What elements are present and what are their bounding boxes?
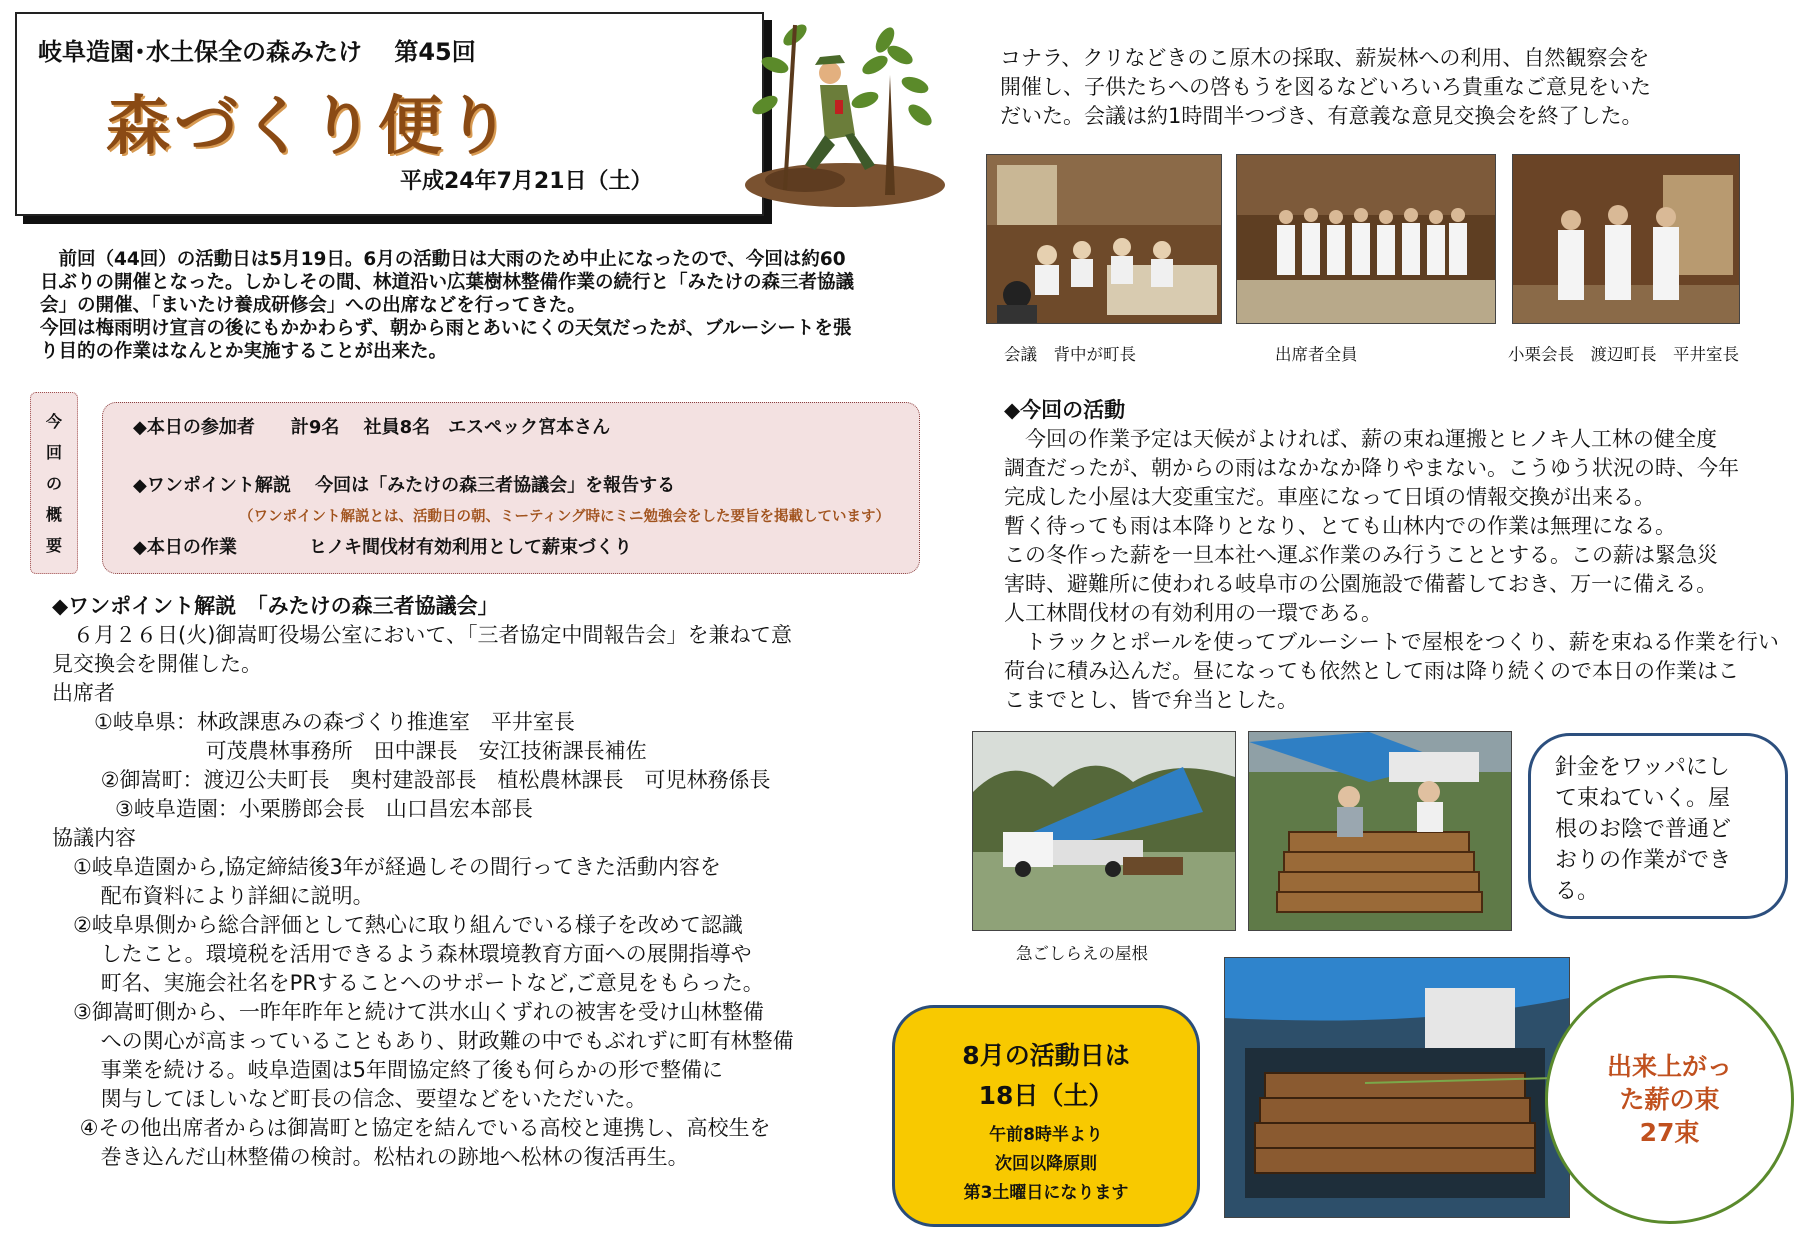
onepoint-line: 関与してほしいなど町長の信念、要望などをいただいた。 [52,1087,647,1111]
roof-photo [972,731,1236,931]
activity-line: トラックとポールを使ってブルーシートで屋根をつくり、薪を束ねる作業を行い [1004,630,1779,654]
onepoint-line: 町名、実施会社名をPRすることへのサポートなど,ご意見をもらった。 [52,971,764,995]
onepoint-line: ③御嵩町側から、一昨年昨年と続けて洪水山くずれの被害を受け山林整備 [52,1000,764,1024]
vlabel-char: 概 [45,504,62,524]
intro-line: 会」の開催、「まいたけ養成研修会」への出席などを行ってきた。 [40,295,586,316]
onepoint-line: 巻き込んだ山林整備の検討。松枯れの跡地へ松林の復活再生。 [52,1145,689,1169]
activity-line: 完成した小屋は大変重宝だ。車座になって日頃の情報交換が出来る。 [1004,485,1655,509]
vlabel-char: 回 [45,442,62,462]
bundling-photo [1248,731,1512,931]
callout-line: 針金をワッパにし [1555,755,1730,780]
meeting-photo-caption-1: 会議 背中が町長 [1004,345,1136,364]
next-activity-date: 18日（土） [978,1081,1114,1110]
conclusion-line: コナラ、クリなどきのこ原木の採取、薪炭林への利用、自然観察会を [1000,46,1650,70]
activity-line: 人工林間伐材の有効利用の一環である。 [1004,601,1382,625]
activity-line: 今回の作業予定は天候がよければ、薪の束ね運搬とヒノキ人工林の健全度 [1004,427,1717,451]
vlabel-char: 今 [45,411,62,431]
next-activity-rule-detail: 第3土曜日になります [963,1183,1129,1203]
newsletter-title: 森づくり便り [106,90,514,164]
activity-line: この冬作った薪を一旦本社へ運ぶ作業のみ行うこととする。この薪は緊急災 [1004,543,1718,567]
conclusion-line: だいた。会議は約1時間半つづき、有意義な意見交換会を終了した。 [1000,104,1643,128]
activity-line: 調査だったが、朝からの雨はなかなか降りやまない。こうゆう状況の時、今年 [1004,456,1739,480]
firewood-truck-photo [1224,957,1570,1218]
issue-date: 平成24年7月21日（土） [400,169,653,194]
intro-line: り目的の作業はなんとか実施することが出来た。 [40,341,448,362]
onepoint-section [52,592,912,1172]
activity-line: 荷台に積み込んだ。昼になっても依然として雨は降り続くので本日の作業はこ [1004,659,1739,683]
onepoint-line: ③岐阜造園：小栗勝郎会長 山口昌宏本部長 [52,797,533,821]
summary-onepoint-note: （ワンポイント解説とは、活動日の朝、ミーティング時にミニ勉強会をした要旨を掲載しています） [239,509,891,525]
onepoint-line: ６月２６日(火)御嵩町役場公室において、「三者協定中間報告会」を兼ねて意 [52,623,792,647]
summary-vertical-label [30,392,78,574]
onepoint-line: ①岐阜県：林政課恵みの森づくり推進室 平井室長 [52,710,575,734]
meeting-photo-1 [986,154,1222,324]
meeting-conclusion-text [1000,44,1790,131]
meeting-photo-2 [1236,154,1496,324]
newsletter-subtitle: 岐阜造園･水土保全の森みたけ 第45回 [38,38,476,66]
intro-paragraph [40,248,910,363]
summary-onepoint: ◆ワンポイント解説 今回は「みたけの森三者協議会」を報告する [133,475,676,496]
onepoint-line: 見交換会を開催した。 [52,652,262,676]
activity-line: こまでとし、皆で弁当とした。 [1004,688,1298,712]
summary-participants: ◆本日の参加者 計9名 社員8名 エスペック宮本さん [133,417,611,438]
next-activity-line1: 8月の活動日は [962,1041,1130,1070]
next-activity-box [892,1005,1200,1227]
bundling-callout [1528,733,1788,919]
intro-line: 日ぶりの開催となった。しかしその間、林道沿い広葉樹林整備作業の続行と「みたけの森三者協議 [40,272,855,293]
result-circle [1545,975,1794,1224]
onepoint-line: 可茂農林事務所 田中課長 安江技術課長補佐 [52,739,647,763]
onepoint-line: 協議内容 [52,826,136,850]
summary-box [102,402,920,574]
onepoint-line: ①岐阜造園から,協定締結後3年が経過しその間行ってきた活動内容を [52,855,721,879]
onepoint-line: ②御嵩町：渡辺公夫町長 奥村建設部長 植松農林課長 可児林務係長 [52,768,771,792]
next-activity-time: 午前8時半より [989,1125,1103,1145]
onepoint-line: ②岐阜県側から総合評価として熱心に取り組んでいる様子を改めて認識 [52,913,743,937]
conclusion-line: 開催し、子供たちへの啓もうを図るなどいろいろ貴重なご意見をいた [1000,75,1651,99]
activity-heading: ◆今回の活動 [1004,398,1126,422]
summary-work: ◆本日の作業 ヒノキ間伐材有効利用として薪束づくり [133,537,632,558]
activity-line: 暫く待っても雨は本降りとなり、とても山林内での作業は無理になる。 [1004,514,1676,538]
activity-section [1004,396,1789,715]
result-line: 出来上がっ [1606,1052,1732,1081]
onepoint-line: 出席者 [52,681,115,705]
callout-line: て束ねていく。屋 [1555,786,1731,811]
callout-line: る。 [1555,879,1600,904]
onepoint-line: ④その他出席者からは御嵩町と協定を結んでいる高校と連携し、高校生を [52,1116,771,1140]
roof-photo-caption: 急ごしらえの屋根 [1016,944,1148,963]
meeting-photo-caption-2: 出席者全員 [1275,345,1358,364]
onepoint-line: 事業を続ける。岐阜造園は5年間協定終了後も何らかの形で整備に [52,1058,724,1082]
intro-line: 前回（44回）の活動日は5月19日。6月の活動日は大雨のため中止になったので、今回は約60 [40,249,846,270]
onepoint-line: 配布資料により詳細に説明。 [52,884,374,908]
vlabel-char: の [45,473,62,493]
next-activity-rule: 次回以降原則 [995,1154,1097,1174]
result-line: た薪の束 [1619,1085,1720,1114]
forester-illustration [735,5,950,210]
result-count: 27束 [1639,1118,1700,1147]
onepoint-line: したこと。環境税を活用できるよう森林環境教育方面への展開指導や [52,942,752,966]
onepoint-line: への関心が高まっていることもあり、財政難の中でもぶれずに町有林整備 [52,1029,794,1053]
intro-line: 今回は梅雨明け宣言の後にもかかわらず、朝から雨とあいにくの天気だったが、ブルーシートを張 [40,318,852,339]
meeting-photo-3 [1512,154,1740,324]
activity-line: 害時、避難所に使われる岐阜市の公園施設で備蓄しておき、万一に備える。 [1004,572,1718,596]
vlabel-char: 要 [45,535,62,555]
callout-line: おりの作業ができ [1555,848,1732,873]
meeting-photo-caption-3: 小栗会長 渡辺町長 平井室長 [1508,345,1739,364]
onepoint-heading: ◆ワンポイント解説 「みたけの森三者協議会」 [52,594,499,618]
callout-line: 根のお陰で普通ど [1555,817,1732,842]
